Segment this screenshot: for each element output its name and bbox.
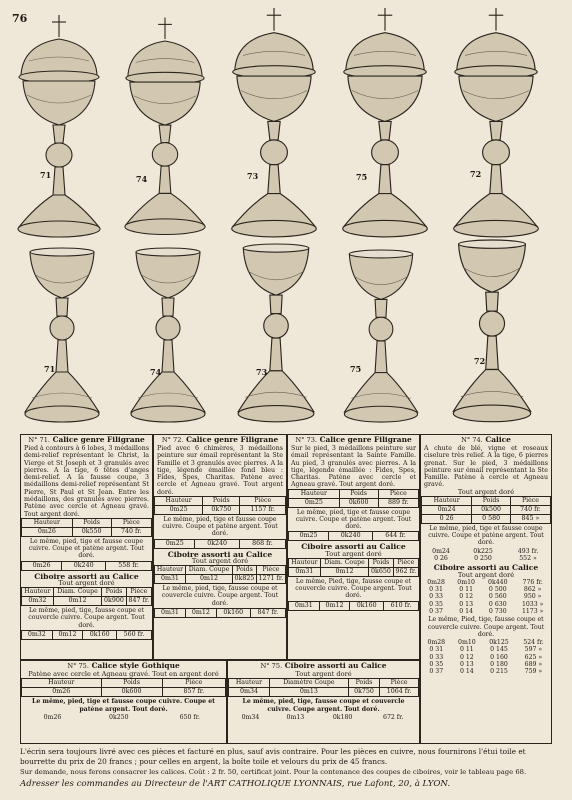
block-75-number: N° 75. [67,662,89,670]
block-74-ciboire-same-text: Le même, Pied, tige, fausse coupe et couvercle cuivre. Coupe argent. Tout doré. [427,616,545,638]
block-75-calice [20,660,227,744]
cell: 0 13 [459,660,474,668]
cell: 0m32 [22,630,53,639]
cell: 0 33 [429,593,443,601]
label-chalice-73: 73 [256,367,268,377]
footer-contenance-text: Pour la contenance des coupes de ciboires, voir le tableau page 68. [293,768,527,776]
table-row [155,506,286,515]
block-75b-tad: Tout argent doré [295,670,352,678]
block-74-ciboire-same-table [421,639,551,675]
footer-note-contenance [20,768,556,776]
block-75-table [21,678,226,697]
block-72-same-text: Le même, pied, tige et fausse coupe cuivre. Coupe et patène argent. Tout doré. [162,516,278,538]
block-71-description: Pied à contours à 6 lobes, 3 médaillons demi-relief représentant le Christ, la Vierge et St Joseph et 3 granulés avec pierres. A la tige, 6 têtes d'anges demi-relief. A la fausse coupe, 3 médaillons demi-relief représentant St Pierre, St Paul et St Jean. Entre les médaillons, des granulés avec pierres. Patène avec cercle et Agneau gravé. Tout argent doré. [24,445,149,518]
block-75b-number: N° 75. [260,662,283,670]
label-ciborium-71: 71 [40,170,52,180]
header-poids: Poids [102,588,126,597]
cell: 0k650 [369,567,393,576]
cell: 0k250 [109,713,129,721]
header-hauteur: Hauteur [422,497,472,506]
cell: 0m25 [289,498,340,507]
cell: 0k440 [488,578,508,586]
table-row [421,639,551,646]
block-73-title: Calice genre Filigrane [319,435,412,444]
table-row [421,646,551,653]
cell: 0 26 [434,554,448,562]
header-hauteur: Hauteur [229,679,270,688]
cell: 0k750 [203,506,240,515]
block-72-ciboire-tad: Tout argent doré [191,556,249,565]
cell: 0m10 [458,638,476,646]
header-hauteur: Hauteur [22,679,102,688]
table-row [21,714,226,721]
block-74-description: A chute de blé, vigne et roseaux ciselure très relief. A la tige, 6 pierres grenat. Sur le pied, 3 médaillons peinture sur émail représentant la Ste Famille. Patène à cercle et Agneau gravé. [424,445,548,489]
cell: 0 37 [429,668,444,676]
header-hauteur: Hauteur [289,489,340,498]
table-row [22,561,152,570]
cell: 0k900 [102,597,126,606]
cell: 776 fr. [522,578,543,586]
cell: 0m26 [22,688,102,697]
header-piece: Pièce [162,679,225,688]
cell: 0m10 [457,578,475,586]
cell: 0 145 [490,646,508,654]
cell: 0 500 [488,586,507,594]
cell: 0 560 [488,593,507,601]
cell: 644 fr. [373,532,419,541]
block-73-ciboire-same-text: Le même, Pied, tige, fausse coupe et couvercle cuivre. Coupe argent. Tout doré. [295,577,412,600]
table-row [421,608,551,615]
table-row [22,630,152,639]
table-row [155,608,286,617]
header-diam-coupe: Diam. Coupe [53,588,102,597]
cell: 689 » [524,660,543,668]
block-71-title: Calice genre Filigrane [52,435,145,444]
cell: 552 » [519,554,537,562]
table-row [421,654,551,661]
cell: 0m25 [155,539,195,548]
cell: 759 » [524,668,543,676]
label-chalice-71: 71 [44,364,56,374]
block-74 [420,434,552,744]
table-row [155,575,286,584]
cell: 650 fr. [179,713,200,721]
cell: 0k240 [329,532,373,541]
cell: 0 37 [429,608,443,616]
label-chalice-72: 72 [474,356,486,366]
header-poids: Poids [339,489,378,498]
header-piece: Pièce [393,558,418,567]
block-73-same-text: Le même, pied, tige et fausse coupe cuivre. Coupe et patène argent. Tout doré. [295,508,412,531]
page-number: 76 [12,12,28,25]
label-ciborium-75: 75 [356,172,368,182]
cell: 0k550 [72,527,111,536]
cell: 558 fr. [106,561,152,570]
cell: 0m13 [269,688,348,697]
ciborium-72-illustration [448,8,544,240]
table-row [228,714,419,721]
table-row [421,548,551,555]
cell: 862 » [523,586,542,594]
chalice-72-illustration [446,240,538,428]
block-75b-title: Ciboire assorti au Calice [284,661,387,670]
cell: 0m12 [53,597,102,606]
chalice-74-illustration [128,248,208,428]
label-chalice-75: 75 [350,364,362,374]
header-poids: Poids [233,566,257,575]
cell: 0m31 [289,601,320,610]
table-row [421,601,551,608]
block-71-same-table [21,561,152,571]
cell: 0k125 [489,638,509,646]
cell: 0 730 [488,608,507,616]
cell: 1064 fr. [380,688,419,697]
block-75-same-table [21,714,226,721]
header-poids: Poids [348,679,379,688]
table-row [421,555,551,562]
cell: 0m31 [155,575,186,584]
label-ciborium-74: 74 [136,174,148,184]
table-row [421,593,551,600]
cell: 0 14 [459,608,474,616]
cell: 0m28 [427,638,446,646]
cell: 1271 fr. [256,575,285,584]
header-poids: Poids [203,497,240,506]
cell: 0 33 [429,653,444,661]
footer-note-ecrin: L'écrin sera toujours livré avec ces pièces et facturé en plus, sauf avis contraire. Pour les pièces en cuivre, nous fournirons l'étui toile et bourrette du prix de 20 francs ; pour celles en argent, la boîte toile et velours du prix de 45 francs. [20,747,526,766]
cell: 0 180 [490,660,508,668]
cell: 0 35 [429,660,444,668]
table-row [289,601,419,610]
block-71-ciboire-same-table [21,630,152,640]
cell: 1033 » [521,600,544,608]
cell: 672 fr. [383,713,404,721]
cell: 0m24 [432,547,450,555]
cell: 0m24 [422,506,472,515]
cell: 0 13 [459,600,474,608]
cell: 0m12 [320,567,369,576]
cell: 0m13 [286,713,305,721]
cell: 0k160 [216,608,250,617]
cell: 847 fr. [250,608,285,617]
block-72-same-table [154,539,286,549]
cell: 0m12 [52,630,83,639]
cell: 962 fr. [393,567,418,576]
table-row [421,661,551,668]
ciborium-71-illustration [15,15,103,240]
table-row [421,586,551,593]
cell: 0m34 [241,713,260,721]
cell: 0 11 [459,586,474,594]
block-71-ciboire-tad: Tout argent doré [58,578,115,587]
block-74-number: N° 74. [461,436,483,444]
block-75-intro: Patène avec cercle et Agneau gravé. Tout en argent doré [28,670,219,678]
header-poids: Poids [101,679,162,688]
table-row [421,668,551,675]
header-hauteur: Hauteur [22,588,54,597]
cell: 0m25 [289,532,329,541]
cell: 740 fr. [111,527,151,536]
cell: 493 fr. [517,547,539,555]
cell: 857 fr. [162,688,225,697]
cell: 610 fr. [383,601,418,610]
cell: 0k600 [339,498,378,507]
block-74-ciboire-tad: Tout argent doré [457,570,515,579]
label-ciborium-73: 73 [247,171,259,181]
block-75-ciboire [227,660,420,744]
cell: 0 31 [429,586,443,594]
table-row [422,515,551,524]
header-diametre-coupe: Diamètre Coupe [269,679,348,688]
header-diam-coupe: Diam. Coupe [185,566,232,575]
label-chalice-74: 74 [150,367,162,377]
cell: 0 580 [472,515,511,524]
cell: 0m31 [289,567,321,576]
header-piece: Pièce [378,489,418,498]
cell: 0m32 [22,597,54,606]
table-row [289,532,419,541]
header-hauteur: Hauteur [289,558,321,567]
cell: 889 fr. [378,498,418,507]
cell: 0m31 [155,608,186,617]
table-row [289,567,419,576]
block-75b-same-table [228,714,419,721]
cell: 845 » [510,515,550,524]
header-piece: Pièce [510,497,550,506]
block-72-number: N° 72. [161,436,184,444]
block-74-tad: Tout argent doré [457,487,515,496]
block-71-same-text: Le même, pied, tige et fausse coupe cuivre. Coupe et patène argent. Tout doré. [28,537,145,560]
block-71 [20,434,153,660]
block-75-title: Calice style Gothique [91,661,180,670]
table-row [22,527,152,536]
header-piece: Pièce [380,679,419,688]
block-73-ciboire-same-table [288,601,419,611]
block-73-same-table [288,531,419,541]
cell: 1157 fr. [240,506,286,515]
cell: 0k825 [234,575,255,583]
label-ciborium-72: 72 [470,169,482,179]
cell: 0 11 [459,646,474,654]
header-piece: Pièce [240,497,286,506]
table-row [422,506,551,515]
ciborium-74-illustration [122,15,208,240]
block-72-ciboire-same-text: Le même, pied, tige, fausse coupe et couvercle cuivre. Coupe argent. Tout doré. [161,585,279,607]
cell: 0m12 [185,608,216,617]
cell: 0k160 [83,630,117,639]
block-71-ciboire-same-text: Le même, pied, tige, fausse coupe et couvercle cuivre. Coupe argent. Tout doré. [28,607,145,629]
header-poids: Poids [72,518,111,527]
block-74-ciboire-title: Ciboire assorti au Calice [433,563,539,573]
table-row [229,688,419,697]
block-74-same-table [421,548,551,563]
cell: 560 fr. [116,630,151,639]
cell: 625 » [524,653,543,661]
header-poids: Poids [369,558,393,567]
block-71-ciboire-title: Ciboire assorti au Calice [34,571,139,581]
header-piece: Pièce [126,588,151,597]
header-diam-coupe: Diam. Coupe [320,558,369,567]
block-72-title: Calice genre Filigrane [186,435,279,444]
chalice-73-illustration [234,244,318,428]
cell: 1173 » [521,608,544,616]
cell: 0k600 [101,688,162,697]
cell: 950 » [523,593,542,601]
header-poids: Poids [472,497,511,506]
block-73-ciboire-table [288,558,419,577]
header-hauteur: Hauteur [155,566,186,575]
cell: 0k160 [350,601,384,610]
block-73-number: N° 73. [295,436,317,444]
cell: 0 31 [429,646,444,654]
cell: 868 fr. [239,539,285,548]
cell: 0 630 [488,600,507,608]
block-75b-table [228,678,419,697]
chalice-75-illustration [340,250,422,428]
cell: 0k180 [332,713,353,721]
cell: 0m34 [229,688,270,697]
cell: 0m25 [155,506,203,515]
cell: 0 12 [459,653,474,661]
table-row [289,498,419,507]
cell: 0 35 [429,600,443,608]
block-73-ciboire-title: Ciboire assorti au Calice [301,542,406,552]
block-72-chalice-table [154,496,286,515]
block-72-description: Pied avec 6 chimères, 3 médaillons peinture sur émail représentant la Ste Famille et 3 granulés avec pierres. A la tige, légende émaillée fond bleu : Fides, Spes, Charitas. Patène avec cercle et Agneau gravé. Tout argent doré. [157,445,283,496]
cell: 0k240 [62,561,106,570]
block-74-chalice-table [421,496,551,524]
cell: 0 215 [490,668,508,676]
block-72-ciboire-same-table [154,608,286,618]
table-row [155,539,286,548]
cell: 0m26 [43,713,62,721]
cell: 0 14 [459,668,474,676]
cell: 847 fr. [126,597,151,606]
block-73-ciboire-tad: Tout argent doré [325,549,382,558]
cell: 0k750 [348,688,379,697]
block-73-chalice-table [288,489,419,508]
order-address: Adresser les commandes au Directeur de l'ART CATHOLIQUE LYONNAIS, rue Lafont, 20, à LYON. [20,779,451,789]
cell: 0k225 [473,547,493,555]
cell: 0m26 [22,527,73,536]
block-71-chalice-table [21,518,152,537]
ciborium-73-illustration [226,8,322,240]
block-72-ciboire-title: Ciboire assorti au Calice [167,549,273,559]
block-72-ciboire-table [154,565,286,584]
chalice-71-illustration [22,248,102,428]
cell: 0k500 [472,506,511,515]
cell: 0m26 [22,561,62,570]
cell: 524 fr. [523,638,544,646]
cell: 0m12 [185,575,232,584]
cell: 0 12 [459,593,474,601]
cell: 0m12 [319,601,350,610]
footer-consecration-text: Sur demande, nous ferons consacrer les calices. Coût : 2 fr. 50, certificat joint. [20,768,292,776]
block-74-same-text: Le même, pied, tige et fausse coupe cuivre. Coupe et patène argent. Tout doré. [428,525,544,547]
cell: 0 160 [490,653,508,661]
table-row [421,579,551,586]
ciborium-75-illustration [338,8,432,240]
block-72 [153,434,287,660]
table-row [22,597,152,606]
header-hauteur: Hauteur [155,497,203,506]
cell: 0 250 [474,554,492,562]
block-71-number: N° 71. [28,436,50,444]
block-71-ciboire-table [21,587,152,606]
block-73 [287,434,420,660]
header-piece: Pièce [256,566,285,575]
cell: 0m28 [427,578,445,586]
cell: 0k240 [195,539,239,548]
cell: 0 26 [422,515,472,524]
header-hauteur: Hauteur [22,518,73,527]
header-piece: Pièce [111,518,151,527]
block-75-same-text: Le même, pied, tige et fausse coupe cuivre. Coupe et patène argent. Tout doré. [31,698,216,713]
table-row [22,688,226,697]
cell: 740 fr. [510,506,550,515]
cell: 597 » [524,646,543,654]
block-75b-same-text: Le même, pied, tige, fausse coupe et couvercle cuivre. Coupe argent. Tout doré. [242,698,405,713]
block-73-description: Sur le pied, 3 médaillons peinture sur émail représentant la Sainte Famille. Au pied, 3 granulés avec pierres. A la tige, légende émaillée : Fides, Spes, Charitas. Patène avec cercle et Agneau gravé. Tout argent doré. [291,445,416,489]
block-74-title: Calice [485,435,511,444]
block-74-ciboire-table [421,579,551,615]
